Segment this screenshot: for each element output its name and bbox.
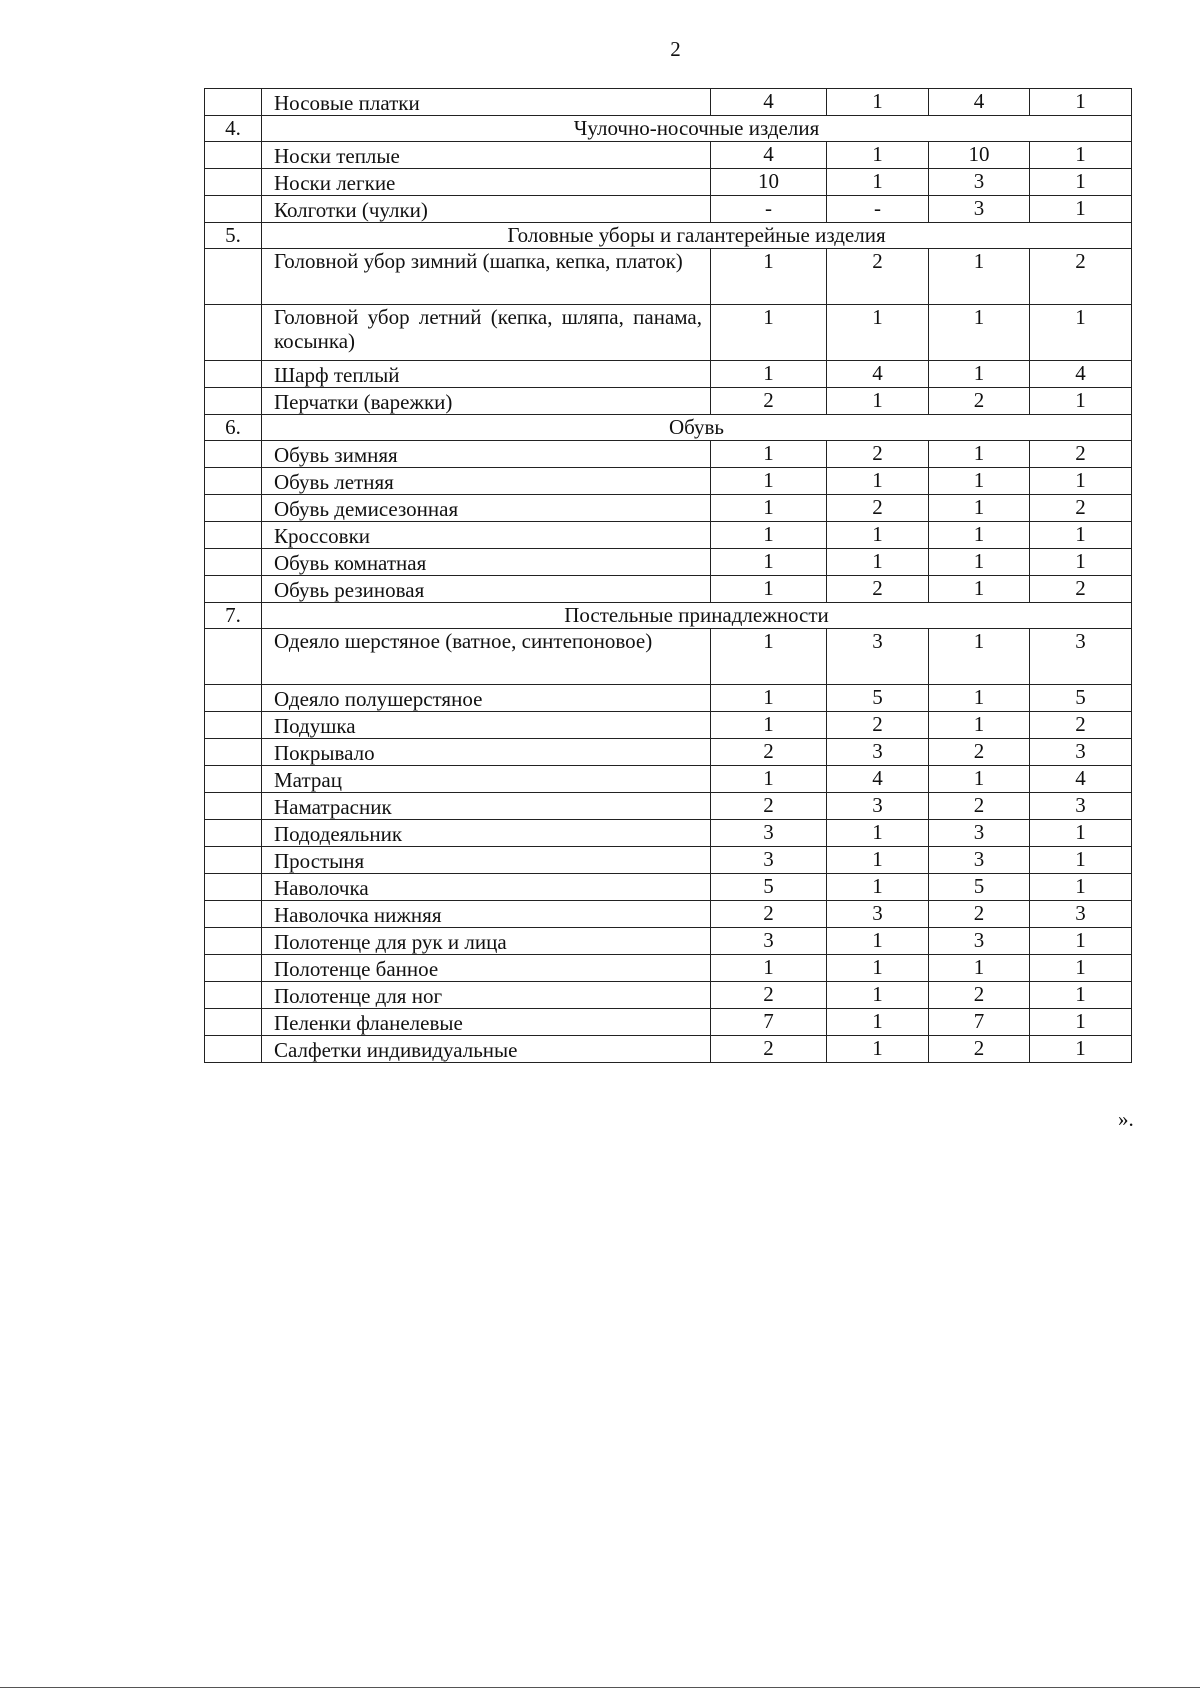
value-cell: 2 xyxy=(711,793,827,820)
value-cell: 3 xyxy=(711,820,827,847)
table-row xyxy=(205,874,1132,901)
table-row xyxy=(205,89,1132,116)
value-cell: 1 xyxy=(711,766,827,793)
item-name: Салфетки индивидуальные xyxy=(262,1036,711,1063)
page-number: 2 xyxy=(670,37,681,61)
section-title: Головные уборы и галантерейные изделия xyxy=(262,223,1132,249)
row-number-cell xyxy=(205,928,262,955)
value-cell: 5 xyxy=(711,874,827,901)
value-cell: 3 xyxy=(827,629,929,685)
item-name: Колготки (чулки) xyxy=(262,196,711,223)
value-cell: 2 xyxy=(711,901,827,928)
item-name: Обувь летняя xyxy=(262,468,711,495)
table-row xyxy=(205,712,1132,739)
value-cell: 3 xyxy=(1030,793,1132,820)
value-cell: 1 xyxy=(827,955,929,982)
item-name: Одеяло шерстяное (ватное, синтепоновое) xyxy=(262,629,711,685)
value-cell: 1 xyxy=(1030,847,1132,874)
row-number-cell xyxy=(205,629,262,685)
value-cell: 5 xyxy=(929,874,1030,901)
item-name: Полотенце банное xyxy=(262,955,711,982)
item-name: Обувь резиновая xyxy=(262,576,711,603)
item-name: Пеленки фланелевые xyxy=(262,1009,711,1036)
value-cell: 1 xyxy=(711,361,827,388)
supply-norms-table xyxy=(204,88,1132,1063)
item-name: Кроссовки xyxy=(262,522,711,549)
item-name: Подушка xyxy=(262,712,711,739)
table-row xyxy=(205,388,1132,415)
value-cell: 1 xyxy=(929,468,1030,495)
value-cell: 1 xyxy=(1030,305,1132,361)
table-row xyxy=(205,1036,1132,1063)
value-cell: 3 xyxy=(827,901,929,928)
value-cell: 1 xyxy=(1030,874,1132,901)
value-cell: 1 xyxy=(827,305,929,361)
table-row xyxy=(205,901,1132,928)
value-cell: 4 xyxy=(1030,361,1132,388)
item-name: Головной убор зимний (шапка, кепка, платок) xyxy=(262,249,711,305)
value-cell: 10 xyxy=(711,169,827,196)
section-number: 7. xyxy=(205,603,262,629)
value-cell: 4 xyxy=(711,89,827,116)
value-cell: 2 xyxy=(1030,576,1132,603)
row-number-cell xyxy=(205,901,262,928)
table-row xyxy=(205,249,1132,305)
table-row xyxy=(205,739,1132,766)
row-number-cell xyxy=(205,196,262,223)
value-cell: 5 xyxy=(827,685,929,712)
row-number-cell xyxy=(205,766,262,793)
value-cell: 1 xyxy=(1030,522,1132,549)
section-number: 4. xyxy=(205,116,262,142)
value-cell: 2 xyxy=(929,1036,1030,1063)
table-row xyxy=(205,820,1132,847)
value-cell: 1 xyxy=(711,629,827,685)
value-cell: 4 xyxy=(929,89,1030,116)
value-cell: 3 xyxy=(929,928,1030,955)
table-row xyxy=(205,142,1132,169)
row-number-cell xyxy=(205,468,262,495)
value-cell: 2 xyxy=(929,982,1030,1009)
value-cell: 1 xyxy=(827,89,929,116)
value-cell: 3 xyxy=(929,169,1030,196)
value-cell: 2 xyxy=(929,388,1030,415)
value-cell: 1 xyxy=(1030,1009,1132,1036)
value-cell: 1 xyxy=(1030,549,1132,576)
section-row xyxy=(205,603,1132,629)
value-cell: 1 xyxy=(711,712,827,739)
value-cell: 1 xyxy=(1030,820,1132,847)
row-number-cell xyxy=(205,142,262,169)
value-cell: 1 xyxy=(929,522,1030,549)
value-cell: - xyxy=(827,196,929,223)
item-name: Перчатки (варежки) xyxy=(262,388,711,415)
value-cell: 1 xyxy=(929,495,1030,522)
item-name: Шарф теплый xyxy=(262,361,711,388)
value-cell: 1 xyxy=(827,982,929,1009)
row-number-cell xyxy=(205,1036,262,1063)
value-cell: 4 xyxy=(711,142,827,169)
value-cell: 1 xyxy=(827,522,929,549)
value-cell: 3 xyxy=(711,847,827,874)
table-row xyxy=(205,169,1132,196)
table-row xyxy=(205,928,1132,955)
value-cell: 2 xyxy=(1030,495,1132,522)
value-cell: 1 xyxy=(1030,928,1132,955)
value-cell: 4 xyxy=(827,766,929,793)
item-name: Одеяло полушерстяное xyxy=(262,685,711,712)
section-title: Чулочно-носочные изделия xyxy=(262,116,1132,142)
table-row xyxy=(205,361,1132,388)
value-cell: 1 xyxy=(1030,468,1132,495)
value-cell: 1 xyxy=(929,576,1030,603)
value-cell: 3 xyxy=(711,928,827,955)
value-cell: 7 xyxy=(711,1009,827,1036)
row-number-cell xyxy=(205,712,262,739)
table-row xyxy=(205,685,1132,712)
value-cell: 1 xyxy=(929,629,1030,685)
value-cell: 3 xyxy=(1030,739,1132,766)
value-cell: 3 xyxy=(827,793,929,820)
value-cell: 1 xyxy=(711,522,827,549)
value-cell: 2 xyxy=(929,901,1030,928)
value-cell: 1 xyxy=(827,142,929,169)
value-cell: 4 xyxy=(1030,766,1132,793)
value-cell: 2 xyxy=(827,576,929,603)
value-cell: 1 xyxy=(929,305,1030,361)
value-cell: 1 xyxy=(1030,982,1132,1009)
row-number-cell xyxy=(205,793,262,820)
item-name: Пододеяльник xyxy=(262,820,711,847)
table-row xyxy=(205,305,1132,361)
row-number-cell xyxy=(205,495,262,522)
value-cell: 3 xyxy=(929,820,1030,847)
value-cell: 1 xyxy=(827,388,929,415)
item-name: Матрац xyxy=(262,766,711,793)
value-cell: 1 xyxy=(711,955,827,982)
row-number-cell xyxy=(205,441,262,468)
value-cell: 1 xyxy=(827,874,929,901)
table-body xyxy=(205,89,1132,1063)
value-cell: - xyxy=(711,196,827,223)
value-cell: 2 xyxy=(711,388,827,415)
section-row xyxy=(205,116,1132,142)
value-cell: 1 xyxy=(827,1036,929,1063)
value-cell: 2 xyxy=(929,793,1030,820)
value-cell: 3 xyxy=(929,196,1030,223)
value-cell: 3 xyxy=(929,847,1030,874)
value-cell: 1 xyxy=(827,549,929,576)
row-number-cell xyxy=(205,982,262,1009)
table-row xyxy=(205,793,1132,820)
closing-quote: ». xyxy=(1118,1107,1134,1131)
item-name: Полотенце для ног xyxy=(262,982,711,1009)
value-cell: 1 xyxy=(929,361,1030,388)
row-number-cell xyxy=(205,89,262,116)
table-row xyxy=(205,955,1132,982)
value-cell: 1 xyxy=(929,712,1030,739)
row-number-cell xyxy=(205,169,262,196)
value-cell: 1 xyxy=(711,468,827,495)
value-cell: 2 xyxy=(711,739,827,766)
value-cell: 2 xyxy=(1030,249,1132,305)
row-number-cell xyxy=(205,820,262,847)
value-cell: 2 xyxy=(827,495,929,522)
item-name: Обувь комнатная xyxy=(262,549,711,576)
value-cell: 5 xyxy=(1030,685,1132,712)
table-row xyxy=(205,495,1132,522)
row-number-cell xyxy=(205,249,262,305)
value-cell: 1 xyxy=(929,549,1030,576)
value-cell: 1 xyxy=(929,766,1030,793)
value-cell: 3 xyxy=(1030,901,1132,928)
item-name: Наволочка нижняя xyxy=(262,901,711,928)
value-cell: 2 xyxy=(711,982,827,1009)
row-number-cell xyxy=(205,1009,262,1036)
table-row xyxy=(205,549,1132,576)
row-number-cell xyxy=(205,847,262,874)
value-cell: 1 xyxy=(827,847,929,874)
value-cell: 1 xyxy=(827,169,929,196)
row-number-cell xyxy=(205,305,262,361)
value-cell: 1 xyxy=(1030,142,1132,169)
value-cell: 1 xyxy=(711,249,827,305)
page-bottom-rule xyxy=(0,1687,1200,1688)
value-cell: 1 xyxy=(827,820,929,847)
table-row xyxy=(205,982,1132,1009)
item-name: Покрывало xyxy=(262,739,711,766)
row-number-cell xyxy=(205,549,262,576)
value-cell: 1 xyxy=(711,441,827,468)
value-cell: 1 xyxy=(1030,388,1132,415)
value-cell: 2 xyxy=(827,249,929,305)
value-cell: 7 xyxy=(929,1009,1030,1036)
table-row xyxy=(205,468,1132,495)
row-number-cell xyxy=(205,576,262,603)
row-number-cell xyxy=(205,685,262,712)
item-name: Полотенце для рук и лица xyxy=(262,928,711,955)
value-cell: 10 xyxy=(929,142,1030,169)
value-cell: 1 xyxy=(1030,955,1132,982)
item-name: Носки легкие xyxy=(262,169,711,196)
row-number-cell xyxy=(205,955,262,982)
value-cell: 1 xyxy=(827,1009,929,1036)
row-number-cell xyxy=(205,361,262,388)
row-number-cell xyxy=(205,874,262,901)
value-cell: 2 xyxy=(929,739,1030,766)
table-row xyxy=(205,847,1132,874)
value-cell: 1 xyxy=(1030,169,1132,196)
value-cell: 1 xyxy=(1030,196,1132,223)
item-name: Наматрасник xyxy=(262,793,711,820)
table-row xyxy=(205,196,1132,223)
value-cell: 1 xyxy=(711,685,827,712)
section-title: Обувь xyxy=(262,415,1132,441)
table-row xyxy=(205,1009,1132,1036)
value-cell: 1 xyxy=(711,576,827,603)
item-name: Носки теплые xyxy=(262,142,711,169)
value-cell: 3 xyxy=(1030,629,1132,685)
value-cell: 1 xyxy=(711,495,827,522)
item-name: Головной убор летний (кепка, шляпа, панама, косынка) xyxy=(262,305,711,361)
value-cell: 2 xyxy=(711,1036,827,1063)
value-cell: 1 xyxy=(929,955,1030,982)
row-number-cell xyxy=(205,522,262,549)
table-row xyxy=(205,766,1132,793)
value-cell: 1 xyxy=(711,305,827,361)
value-cell: 2 xyxy=(827,441,929,468)
item-name: Простыня xyxy=(262,847,711,874)
item-name: Обувь демисезонная xyxy=(262,495,711,522)
item-name: Носовые платки xyxy=(262,89,711,116)
section-row xyxy=(205,415,1132,441)
value-cell: 1 xyxy=(1030,1036,1132,1063)
row-number-cell xyxy=(205,388,262,415)
item-name: Наволочка xyxy=(262,874,711,901)
row-number-cell xyxy=(205,739,262,766)
value-cell: 1 xyxy=(827,468,929,495)
value-cell: 1 xyxy=(929,685,1030,712)
value-cell: 1 xyxy=(929,441,1030,468)
value-cell: 1 xyxy=(1030,89,1132,116)
value-cell: 4 xyxy=(827,361,929,388)
value-cell: 2 xyxy=(1030,712,1132,739)
value-cell: 2 xyxy=(827,712,929,739)
section-title: Постельные принадлежности xyxy=(262,603,1132,629)
value-cell: 1 xyxy=(711,549,827,576)
item-name: Обувь зимняя xyxy=(262,441,711,468)
value-cell: 1 xyxy=(929,249,1030,305)
value-cell: 1 xyxy=(827,928,929,955)
section-number: 6. xyxy=(205,415,262,441)
value-cell: 3 xyxy=(827,739,929,766)
section-row xyxy=(205,223,1132,249)
table-row xyxy=(205,576,1132,603)
table-row xyxy=(205,522,1132,549)
section-number: 5. xyxy=(205,223,262,249)
table-row xyxy=(205,441,1132,468)
value-cell: 2 xyxy=(1030,441,1132,468)
table-row xyxy=(205,629,1132,685)
